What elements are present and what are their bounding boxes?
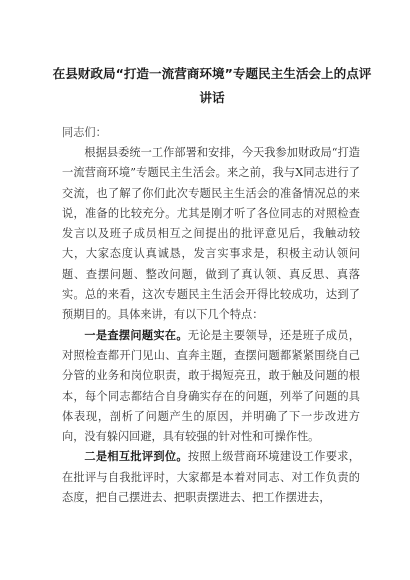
paragraph-lead: 二是相互批评到位。 [84,450,188,464]
paragraph-intro [62,143,360,326]
paragraph-lead: 一是查摆问题实在。 [84,328,188,342]
paragraph-body: 无论是主要领导，还是班子成员，对照检查都开门见山、直奔主题，查摆问题都紧紧围绕自己分管的业务和岗位职责，敢于揭短亮丑，敢于触及问题的根本，每个同志都结合自身确实存在的问题，列举了问题的具体表现，剖析了问题产生的原因，并明确了下一步改进方向，没有躲闪回避，具有较强的针对性和可操作性。 [62,328,360,444]
paragraph-body: 根据县委统一工作部署和安排，今天我参加财政局“打造一流营商环境”专题民主生活会。来之前，我与X同志进行了交流，也了解了你们此次专题民主生活会的准备情况总的来说，准备的比较充分。尤其是刚才听了各位同志的对照检查发言以及班子成员相互之间提出的批评意见后，我触动较大，大家态度认真诚恳，发言实事求是，积极主动认领问题、查摆问题、整改问题，做到了真认领、真反思、真落实。总的来看，这次专题民主生活会开得比较成功，达到了预期目的。具体来讲，有以下几个特点： [62,146,360,322]
paragraph-point-1 [62,326,360,448]
document-title: 在县财政局“打造一流营商环境”专题民主生活会上的点评讲话 [52,66,372,105]
salutation: 同志们： [62,126,107,139]
paragraph-body: 按照上级营商环境建设工作要求，在批评与自我批评时，大家都是本着对同志、对工作负责的态度，把自己摆进去、把职责摆进去、把工作摆进去， [62,450,360,505]
paragraph-point-2 [62,447,360,508]
